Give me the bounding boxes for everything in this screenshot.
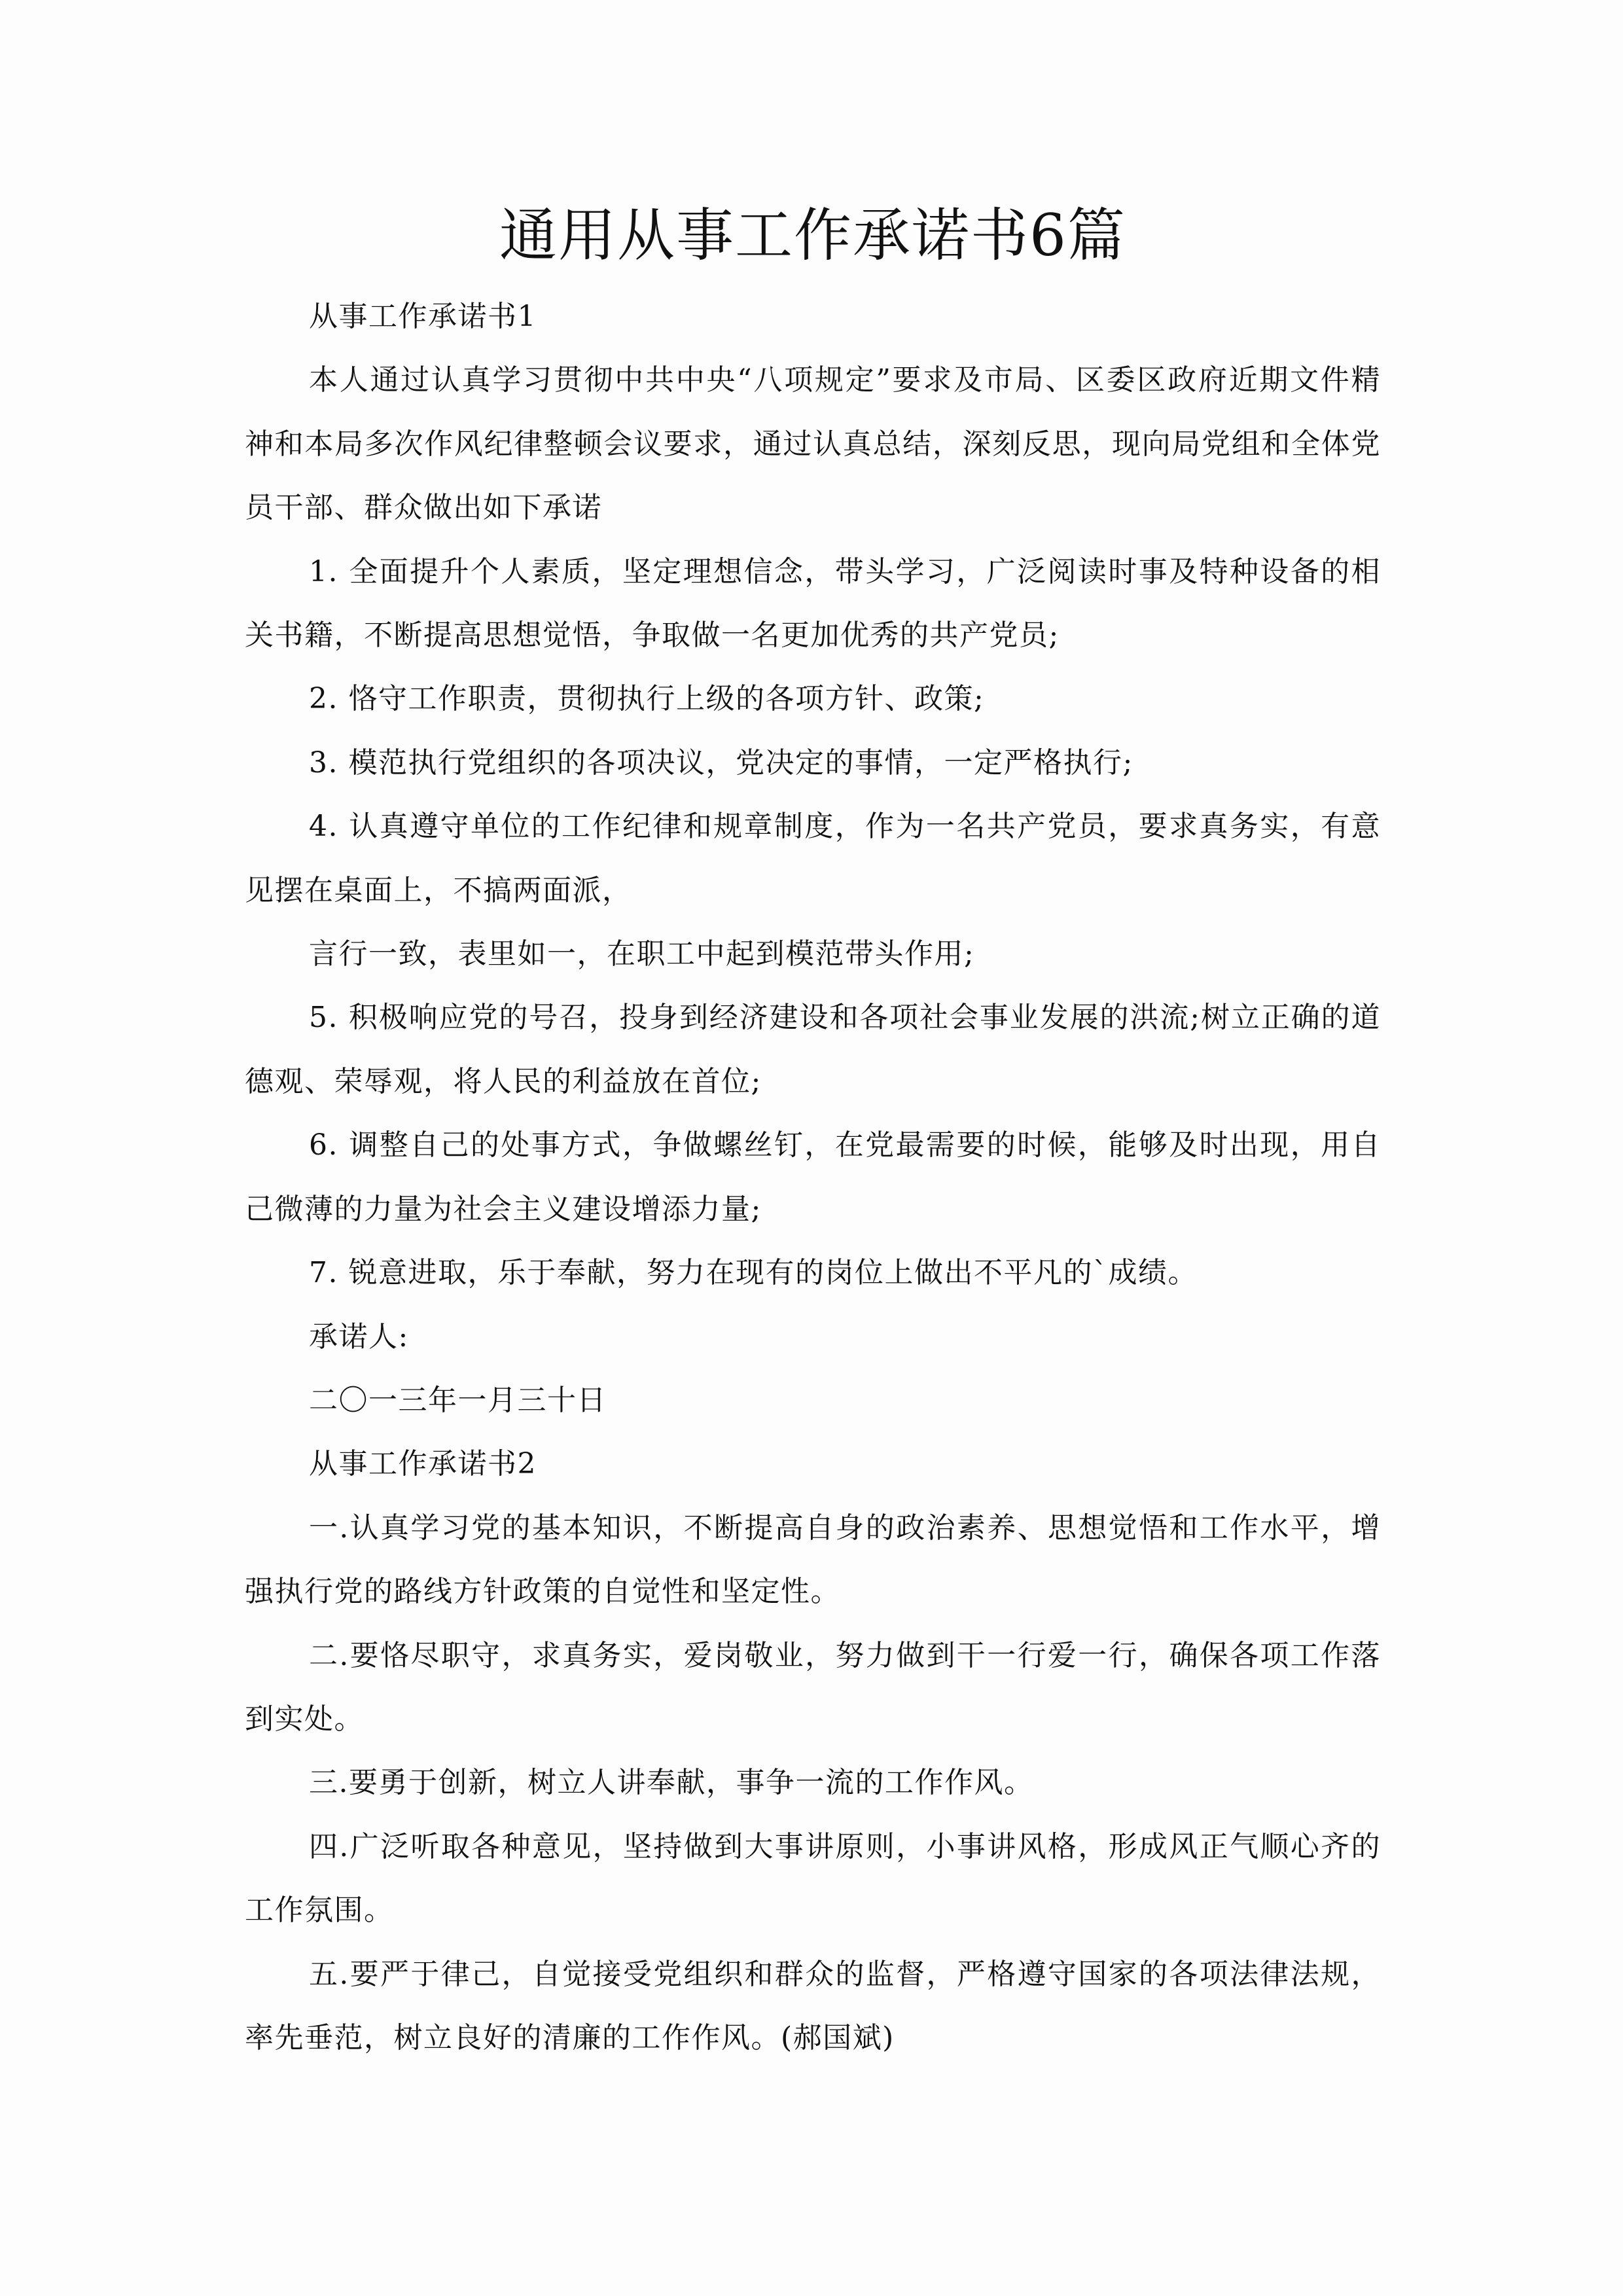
commitment-item: 五.要严于律己，自觉接受党组织和群众的监督，严格遵守国家的各项法律法规，率先垂范，树立良好的清廉的工作作风。(郝国斌)	[245, 1957, 1381, 2054]
signature-date: 二〇一三年一月三十日	[309, 1383, 607, 1417]
commitment-item: 三.要勇于创新，树立人讲奉献，事争一流的工作作风。	[309, 1766, 1034, 1800]
intro-paragraph: 本人通过认真学习贯彻中共中央“八项规定”要求及市局、区委区政府近期文件精神和本局多次作风纪律整顿会议要求，通过认真总结，深刻反思，现向局党组和全体党员干部、群众做出如下承诺	[245, 363, 1381, 525]
signatory-label: 承诺人:	[309, 1319, 409, 1354]
commitment-item: 3. 模范执行党组织的各项决议，党决定的事情，一定严格执行;	[309, 745, 1133, 780]
commitment-item: 5. 积极响应党的号召，投身到经济建设和各项社会事业发展的洪流;树立正确的道德观、荣辱观，将人民的利益放在首位;	[245, 1001, 1381, 1098]
commitment-item: 2. 恪守工作职责，贯彻执行上级的各项方针、政策;	[309, 682, 985, 716]
commitment-item: 二.要恪尽职守，求真务实，爱岗敬业，努力做到干一行爱一行，确保各项工作落到实处。	[245, 1638, 1381, 1736]
commitment-item: 一.认真学习党的基本知识，不断提高自身的政治素养、思想觉悟和工作水平，增强执行党的路线方针政策的自觉性和坚定性。	[245, 1511, 1381, 1609]
commitment-item-continued: 言行一致，表里如一，在职工中起到模范带头作用;	[309, 937, 975, 971]
document-title: 通用从事工作承诺书6篇	[499, 202, 1126, 269]
commitment-item: 6. 调整自己的处事方式，争做螺丝钉，在党最需要的时候，能够及时出现，用自己微薄的力量为社会主义建设增添力量;	[245, 1128, 1381, 1226]
section-heading: 从事工作承诺书1	[309, 300, 537, 333]
document-body	[245, 285, 1381, 2070]
commitment-item: 1. 全面提升个人素质，坚定理想信念，带头学习，广泛阅读时事及特种设备的相关书籍，不断提高思想觉悟，争取做一名更加优秀的共产党员;	[245, 554, 1381, 653]
commitment-item: 7. 锐意进取，乐于奉献，努力在现有的岗位上做出不平凡的`成绩。	[309, 1256, 1198, 1290]
commitment-item: 四.广泛听取各种意见，坚持做到大事讲原则，小事讲风格，形成风正气顺心齐的工作氛围。	[245, 1829, 1381, 1928]
section-heading: 从事工作承诺书2	[309, 1447, 537, 1481]
commitment-item: 4. 认真遵守单位的工作纪律和规章制度，作为一名共产党员，要求真务实，有意见摆在桌面上，不搞两面派，	[245, 810, 1381, 907]
